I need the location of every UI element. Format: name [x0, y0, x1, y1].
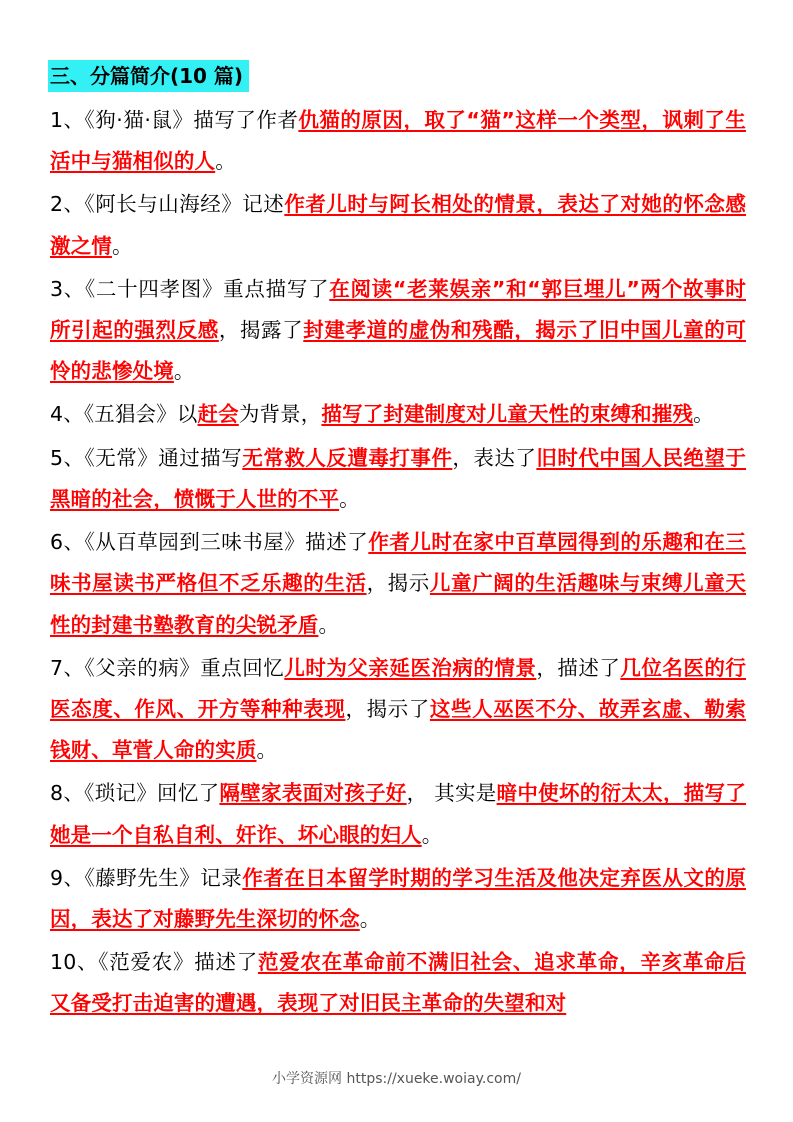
- list-item: [50, 438, 746, 521]
- item-text: 。: [318, 612, 340, 637]
- footer-watermark: 小学资源网 https://xueke.woiay.com/: [272, 1071, 521, 1087]
- item-text: 。: [173, 359, 195, 384]
- highlighted-answer: 作者儿时在家中百草园得到的乐趣和在三味书屋读书严格但不乏乐趣的生活: [50, 529, 746, 596]
- highlighted-answer: 儿童广阔的生活趣味与束缚儿童天性的封建书塾教育的尖锐矛盾: [50, 571, 747, 637]
- highlighted-answer: 这些人巫医不分、故弄玄虚、勒索钱财、草菅人命的实质: [50, 696, 746, 763]
- list-item: [50, 522, 746, 646]
- highlighted-answer: 赶会: [197, 402, 239, 427]
- highlighted-answer: 旧时代中国人民绝望于黑暗的社会，愤慨于人世的不平: [50, 445, 747, 511]
- item-text: 。: [256, 738, 278, 763]
- summary-list: [50, 100, 746, 1027]
- item-text: 3、《二十四孝图》重点描写了: [50, 276, 330, 301]
- highlighted-answer: 作者在日本留学时期的学习生活及他决定弃医从文的原因，表达了对藤野先生深切的怀念: [50, 865, 746, 932]
- list-item: [50, 942, 746, 1025]
- item-text: 2、《阿长与山海经》记述: [50, 192, 285, 217]
- highlighted-answer: 无常救人反遭毒打事件: [242, 445, 453, 470]
- highlighted-answer: 描写了封建制度对儿童天性的束缚和摧残: [321, 402, 694, 427]
- item-text: ，表达了: [452, 445, 537, 470]
- highlighted-answer: 暗中使坏的衍太太，描写了她是一个自私自利、奸诈、坏心眼的妇人: [50, 781, 746, 847]
- item-text: ， 其实是: [406, 781, 497, 806]
- highlighted-answer: 儿时为父亲延医治病的情景: [284, 655, 537, 680]
- item-text: 。: [359, 907, 381, 932]
- item-text: 8、《琐记》回忆了: [50, 781, 220, 806]
- item-text: 。: [693, 402, 714, 427]
- list-item: [50, 100, 746, 183]
- item-text: 为背景，: [238, 402, 322, 427]
- item-text: 4、《五猖会》以: [50, 402, 198, 427]
- highlighted-answer: 封建孝道的虚伪和残酷，揭示了旧中国儿童的可怜的悲惨处境: [50, 318, 746, 384]
- highlighted-answer: 范爱农在革命前不满旧社会、追求革命，辛亥革命后又备受打击迫害的遭遇，表现了对旧民主革命的失望和对: [50, 950, 746, 1016]
- item-text: 9、《藤野先生》记录: [50, 865, 243, 890]
- item-text: 。: [339, 486, 360, 511]
- item-text: 。: [111, 233, 133, 258]
- highlighted-answer: 仇猫的原因，取了“猫”这样一个类型，讽刺了生活中与猫相似的人: [50, 108, 746, 174]
- item-text: 。: [421, 822, 443, 847]
- item-text: 1、《狗·猫·鼠》描写了作者: [50, 108, 299, 132]
- list-item: [50, 858, 746, 941]
- item-text: 5、《无常》通过描写: [50, 445, 243, 470]
- list-item: [50, 648, 746, 772]
- highlighted-answer: 隔壁家表面对孩子好: [219, 781, 407, 806]
- item-text: 7、《父亲的病》重点回忆: [50, 655, 285, 680]
- item-text: 6、《从百草园到三味书屋》描述了: [50, 529, 369, 554]
- item-text: ，揭露了: [218, 318, 304, 343]
- item-text: ，揭示了: [345, 696, 430, 721]
- highlighted-answer: 在阅读“老莱娱亲”和“郭巨埋儿”两个故事时所引起的强烈反感: [50, 276, 746, 343]
- item-text: 10、《范爱农》描述了: [50, 950, 258, 975]
- item-text: ，描述了: [536, 655, 621, 680]
- section-heading: 三、分篇简介(10 篇): [48, 60, 249, 92]
- list-item: [50, 184, 746, 267]
- highlighted-answer: 作者儿时与阿长相处的情景，表达了对她的怀念感激之情: [50, 192, 746, 258]
- item-text: ，揭示: [366, 571, 430, 596]
- list-item: [50, 269, 746, 393]
- highlighted-answer: 几位名医的行医态度、作风、开方等种种表现: [50, 655, 746, 721]
- list-item: [50, 773, 746, 856]
- list-item: [50, 394, 746, 435]
- item-text: 。: [215, 149, 236, 174]
